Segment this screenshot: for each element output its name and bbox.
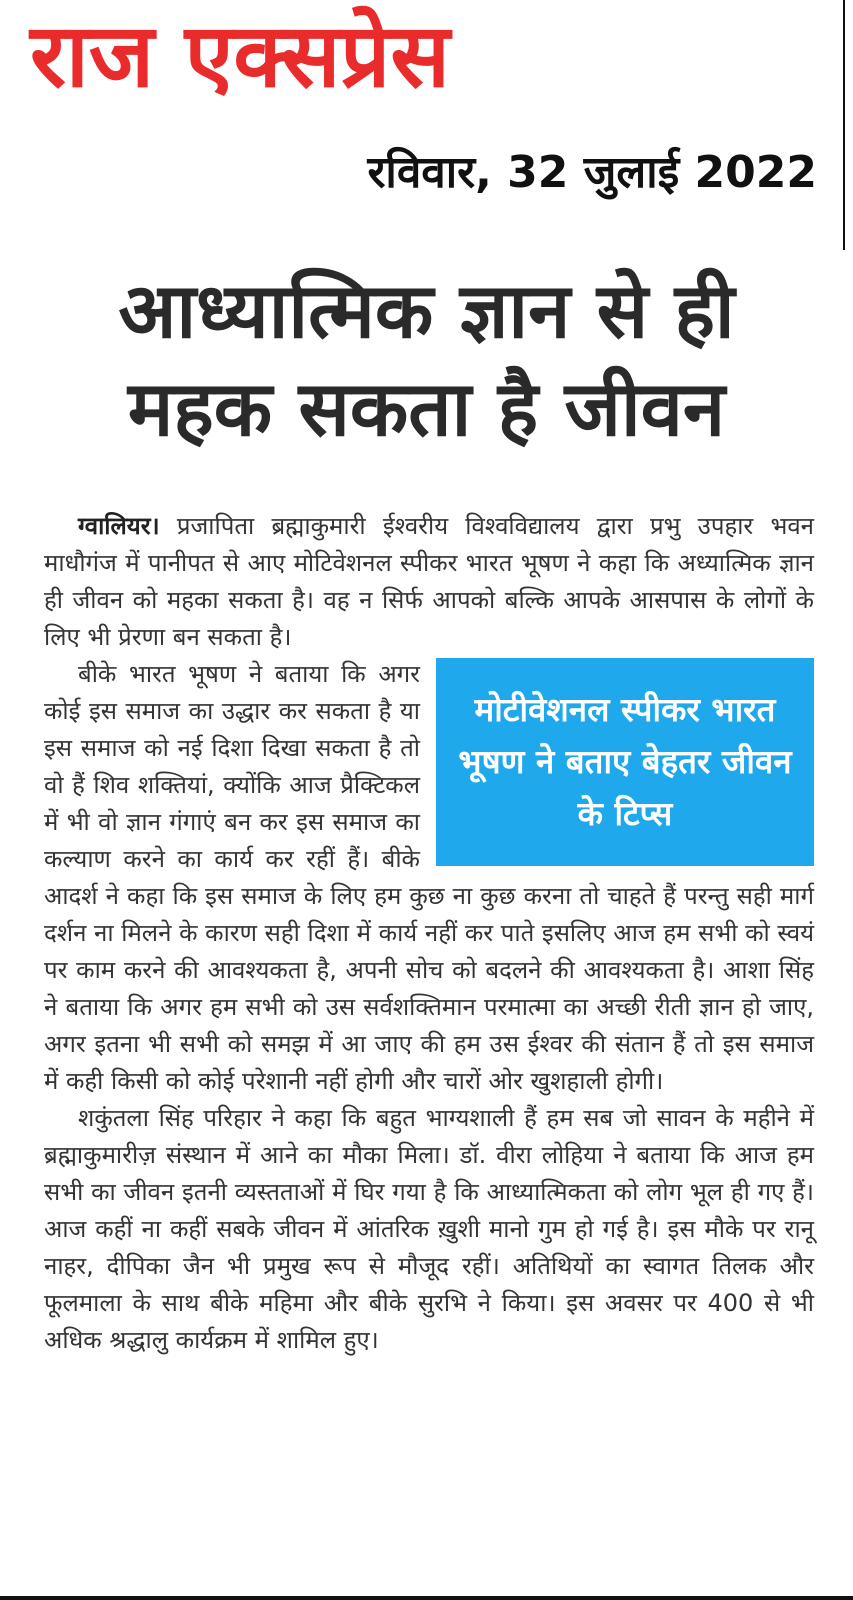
headline-line-1: आध्यात्मिक ज्ञान से ही [118,266,735,355]
article-body [44,508,814,1359]
article-paragraph-3: शकुंतला सिंह परिहार ने कहा कि बहुत भाग्यशाली हैं हम सब जो सावन के महीने में ब्रह्माकुमारीज़ संस्थान में आने का मौका मिला। डॉ. वीरा लोहिया ने बताया कि आज हम सभी का जीवन इतनी व्यस्तताओं में घिर गया है कि आध्यात्मिकता को लोग भूल ही गए हैं। आज कहीं ना कहीं सबके जीवन में आंतरिक ख़ुशी मानो गुम हो गई है। इस मौके पर रानू नाहर, दीपिका जैन भी प्रमुख रूप से मौजूद रहीं। अतिथियों का स्वागत तिलक और फूलमाला के साथ बीके महिमा और बीके सुरभि ने किया। इस अवसर पर 400 से भी अधिक श्रद्धालु कार्यक्रम में शामिल हुए। [44,1104,814,1354]
masthead: राज एक्सप्रेस [30,4,450,107]
callout-box: मोटीवेशनल स्पीकर भारत भूषण ने बताए बेहतर जीवन के टिप्स [436,658,814,866]
column-rule [843,0,845,250]
article-paragraph-1 [44,508,814,656]
headline [40,262,813,458]
dateline: ग्वालियर। [78,512,160,540]
article-intro-text: प्रजापिता ब्रह्माकुमारी ईश्वरीय विश्वविद्यालय द्वारा प्रभु उपहार भवन माधौगंज में पानीपत से आए मोटिवेशनल स्पीकर भारत भूषण ने कहा कि अध्यात्मिक ज्ञान ही जीवन को महका सकता है। वह न सिर्फ आपको बल्कि आपके आसपास के लोगों के लिए भी प्रेरणा बन सकता है। [44,512,814,651]
headline-line-2: महक सकता है जीवन [127,364,726,453]
bottom-border [0,1596,853,1600]
publication-date: रविवार, 32 जुलाई 2022 [367,147,817,198]
article-paragraph-2: बीके भारत भूषण ने बताया कि अगर कोई इस समाज का उद्धार कर सकता है या इस समाज को नई दिशा दिखा सकता है तो वो हैं शिव शक्तियां, क्योंकि आज प्रैक्टिकल में भी वो ज्ञान गंगाएं बन कर इस समाज का कल्याण करने का कार्य कर रहीं हैं। बीके आदर्श ने कहा कि इस समाज के लिए हम कुछ ना कुछ करना तो चाहते हैं परन्तु सही मार्ग दर्शन ना मिलने के कारण सही दिशा में कार्य नहीं कर पाते इसलिए आज हम सभी को स्वयं पर काम करने की आवश्यकता है, अपनी सोच को बदलने की आवश्यकता है। आशा सिंह ने बताया कि अगर हम सभी को उस सर्वशक्तिमान परमात्मा का अच्छी रीती ज्ञान हो जाए, अगर इतना भी सभी को समझ में आ जाए की हम उस ईश्वर की संतान हैं तो इस समाज में कही किसी को कोई परेशानी नहीं होगी और चारों ओर खुशहाली होगी। [44,660,814,1095]
